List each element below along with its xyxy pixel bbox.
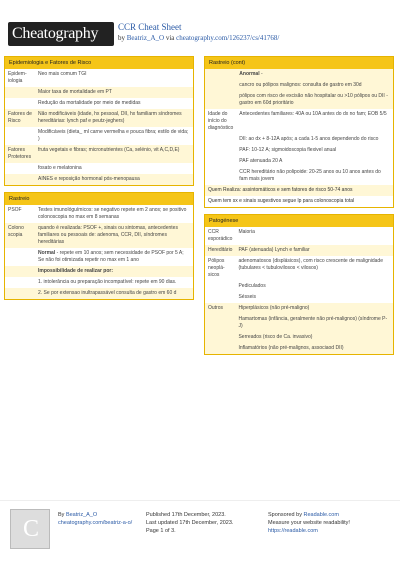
table-row bbox=[205, 343, 393, 354]
row-key bbox=[205, 69, 236, 80]
row-key bbox=[205, 91, 236, 109]
sheet-url-link[interactable]: cheatography.com/126237/cs/41768/ bbox=[176, 34, 280, 42]
row-value: DII: ao dx + 8-12A após; a cada 1-5 anos dependendo do risco bbox=[239, 136, 379, 142]
footer-author bbox=[58, 511, 132, 527]
table-row bbox=[205, 314, 393, 332]
row-key bbox=[5, 248, 35, 266]
section-title: Epidemiologia e Fatores de Risco bbox=[5, 57, 193, 69]
row-value: PAF (atenuada) Lynch e familiar bbox=[235, 245, 393, 256]
by-label: by bbox=[118, 34, 125, 42]
table-row bbox=[5, 205, 193, 223]
row-value: quando é realizada: PSOF +, sinais ou sintomas, antecedentes familiares ou pessoais de: adenoma, CCR, DII, síndromes hereditárias bbox=[35, 223, 193, 248]
table-row bbox=[5, 288, 193, 299]
row-key bbox=[5, 163, 35, 174]
row-value: PAF atenuada 20 A bbox=[239, 158, 283, 164]
published-date: Published 17th December, 2023. bbox=[146, 512, 226, 518]
row-key bbox=[205, 281, 235, 292]
row-key: Epidem-iologia bbox=[8, 71, 27, 84]
table-row bbox=[5, 174, 193, 185]
row-value bbox=[35, 266, 193, 277]
row-key bbox=[5, 277, 35, 288]
row-key bbox=[205, 314, 235, 332]
table-row bbox=[205, 292, 393, 303]
row-key bbox=[205, 292, 235, 303]
table-row bbox=[205, 332, 393, 343]
author-avatar[interactable] bbox=[10, 509, 50, 549]
row-value: Sésseis bbox=[238, 294, 256, 300]
row-key: PSOF bbox=[8, 207, 22, 213]
row-key bbox=[5, 87, 35, 98]
row-value: Antecedentes familiares: 40A ou 10A antes do dx no fam; EOB 5/5 bbox=[239, 111, 387, 117]
table-row bbox=[5, 223, 193, 248]
row-value bbox=[236, 69, 393, 80]
section-title: Patogénese bbox=[205, 215, 393, 227]
author-link[interactable]: Beatriz_A_O bbox=[126, 34, 165, 42]
avatar-letter: C bbox=[23, 516, 40, 542]
row-value: CCR hereditário não polipoide: 20-25 anos ou 10 anos antes do fam mais jovem bbox=[239, 169, 381, 182]
table-row bbox=[5, 87, 193, 98]
row-value: Inflamatórios (não pré-malignos, associaod DII) bbox=[235, 343, 393, 354]
section-rastreio-cont bbox=[204, 56, 394, 208]
row-key bbox=[205, 167, 236, 185]
note-text: Quem tem sx e sinais sugestivos segue lp para colonoscopia total bbox=[208, 198, 355, 204]
row-key bbox=[205, 134, 236, 145]
row-value: Serreados (risco de Ca. invasivo) bbox=[235, 332, 393, 343]
row-value-bold: Impossibilidade de realizar por: bbox=[38, 268, 114, 274]
row-key: Colono scopia bbox=[5, 223, 35, 248]
row-key bbox=[205, 80, 236, 91]
rastreio-cont-table bbox=[205, 69, 393, 207]
row-key: Outros bbox=[205, 303, 235, 314]
row-key: Fatores Protetores bbox=[5, 145, 35, 163]
sponsor-label: Sponsored by bbox=[268, 512, 302, 518]
row-value: Redução da mortalidade por meio de medidas bbox=[38, 100, 141, 106]
table-row bbox=[205, 109, 393, 134]
row-value-rest: - repete em 10 anos; sem necessidade de PSOF por 5 A; Se não foi otimizada repetir no max em 1 ano bbox=[38, 250, 184, 263]
updated-date: Last updated 17th December, 2023. bbox=[146, 520, 234, 526]
table-row bbox=[5, 145, 193, 163]
table-row bbox=[205, 145, 393, 156]
row-value: Maioria bbox=[238, 229, 255, 235]
left-column bbox=[4, 56, 194, 306]
table-row bbox=[205, 91, 393, 109]
table-row bbox=[5, 277, 193, 288]
table-row bbox=[205, 303, 393, 314]
row-value: adenomatosos (displásicos), com risco crescente de malignidade (tubulares < tubulovilosos < vilosos) bbox=[238, 258, 383, 271]
row-value: Hiperplásicos (não pré-maligno) bbox=[235, 303, 393, 314]
row-key bbox=[5, 266, 35, 277]
rastreio-table bbox=[5, 205, 193, 299]
row-value: AINES e reposição hormonal pós-menopausa bbox=[35, 174, 193, 185]
row-value: pólipos com risco de excisão não hospitalar ou >10 pólipos ou DII - gastro em 60d prioritário bbox=[236, 91, 393, 109]
sponsor-link[interactable]: Readable.com bbox=[303, 512, 339, 518]
row-key bbox=[205, 156, 236, 167]
row-key: Idade do início do diagnóstico bbox=[208, 111, 234, 131]
row-key bbox=[5, 288, 35, 299]
table-row bbox=[5, 163, 193, 174]
row-value: fruta vegetais e fibras; micronutrientes (Ca, selénio, vit A,C,D,E) bbox=[35, 145, 193, 163]
footer-author-url[interactable]: cheatography.com/beatriz-a-o/ bbox=[58, 520, 133, 526]
table-row bbox=[5, 98, 193, 109]
footer bbox=[0, 500, 400, 566]
row-key bbox=[5, 127, 35, 145]
table-row bbox=[5, 127, 193, 145]
section-rastreio bbox=[4, 192, 194, 300]
footer-author-link[interactable]: Beatriz_A_O bbox=[65, 512, 98, 518]
table-row bbox=[205, 281, 393, 292]
row-value: Neo mais comum TGI bbox=[38, 71, 87, 77]
row-value: 1. intolerância ou preparação incompatível: repete em 90 dias. bbox=[38, 279, 177, 285]
table-row bbox=[205, 134, 393, 145]
table-row bbox=[5, 266, 193, 277]
row-value: Modificáveis (dieta_ ml carne vermelha e pouca fibra; estilo de vida; ) bbox=[38, 129, 189, 142]
row-key: Hereditário bbox=[205, 245, 235, 256]
row-value: fosato e melatonina bbox=[38, 165, 82, 171]
row-value-rest: - bbox=[259, 71, 263, 77]
note-row bbox=[205, 196, 393, 207]
page-title: CCR Cheat Sheet bbox=[118, 22, 182, 32]
row-key bbox=[5, 174, 35, 185]
section-title: Rastreio bbox=[5, 193, 193, 205]
row-key bbox=[205, 145, 236, 156]
note-text: Quem Realiza: assintomáticos e sem fatores de risco 50-74 anos bbox=[205, 185, 393, 196]
sponsor-line: Measure your website readability! bbox=[268, 520, 350, 526]
footer-dates bbox=[146, 511, 233, 535]
sponsor-url[interactable]: https://readable.com bbox=[268, 528, 318, 534]
header bbox=[0, 0, 400, 48]
row-value: Testes imunológuímicos: se negativo repete em 2 anos; se positivo colonoscopia no max em 8 semanas bbox=[38, 207, 187, 220]
row-key bbox=[205, 332, 235, 343]
byline bbox=[118, 34, 279, 42]
row-key bbox=[5, 98, 35, 109]
row-key: Fatores de Risco bbox=[5, 109, 35, 127]
row-value: Hamartomas (infância, geralmente não pré-malignos) (síndrome P-J) bbox=[235, 314, 393, 332]
right-column bbox=[204, 56, 394, 361]
table-row bbox=[205, 167, 393, 185]
table-row bbox=[205, 69, 393, 80]
table-row bbox=[5, 69, 193, 87]
via-label: via bbox=[165, 34, 175, 42]
table-row bbox=[205, 256, 393, 281]
row-key: Pólipos neoplá-sicos bbox=[208, 258, 225, 278]
row-key: CCR esporádico bbox=[208, 229, 233, 242]
logo-text: Cheatography bbox=[12, 25, 99, 42]
cheatography-logo[interactable] bbox=[8, 22, 114, 46]
footer-by: By bbox=[58, 512, 65, 518]
table-row bbox=[5, 248, 193, 266]
table-row bbox=[205, 227, 393, 245]
table-row bbox=[205, 80, 393, 91]
row-value: PAF: 10-12 A; sigmoidoscopia flexivel anual bbox=[239, 147, 337, 153]
footer-sponsor bbox=[268, 511, 350, 535]
row-value: cancro ou pólipos malignos: consulta de gastro em 30d bbox=[236, 80, 393, 91]
patogenese-table bbox=[205, 227, 393, 354]
row-key bbox=[205, 343, 235, 354]
row-value: 2. Se por extensao inultrapassável consulta de gastro em 60 d bbox=[35, 288, 193, 299]
row-value: Não modificáveis (idade, hx pessoal, DII, hx familiarm síndromes hereditárias: lynch paf e peutz-jeghers) bbox=[35, 109, 193, 127]
row-value: Maior taxa de mortalidade em PT bbox=[35, 87, 193, 98]
note-row bbox=[205, 185, 393, 196]
row-value: Pediculados bbox=[238, 283, 266, 289]
section-epidemiologia bbox=[4, 56, 194, 186]
row-value-bold: Anormal bbox=[239, 71, 260, 77]
section-title: Rastreio (cont) bbox=[205, 57, 393, 69]
epidemiologia-table bbox=[5, 69, 193, 185]
table-row bbox=[205, 245, 393, 256]
section-patogenese bbox=[204, 214, 394, 355]
row-value bbox=[35, 248, 193, 266]
row-value-bold: Normal bbox=[38, 250, 56, 256]
table-row bbox=[5, 109, 193, 127]
page-number: Page 1 of 3. bbox=[146, 528, 176, 534]
table-row bbox=[205, 156, 393, 167]
